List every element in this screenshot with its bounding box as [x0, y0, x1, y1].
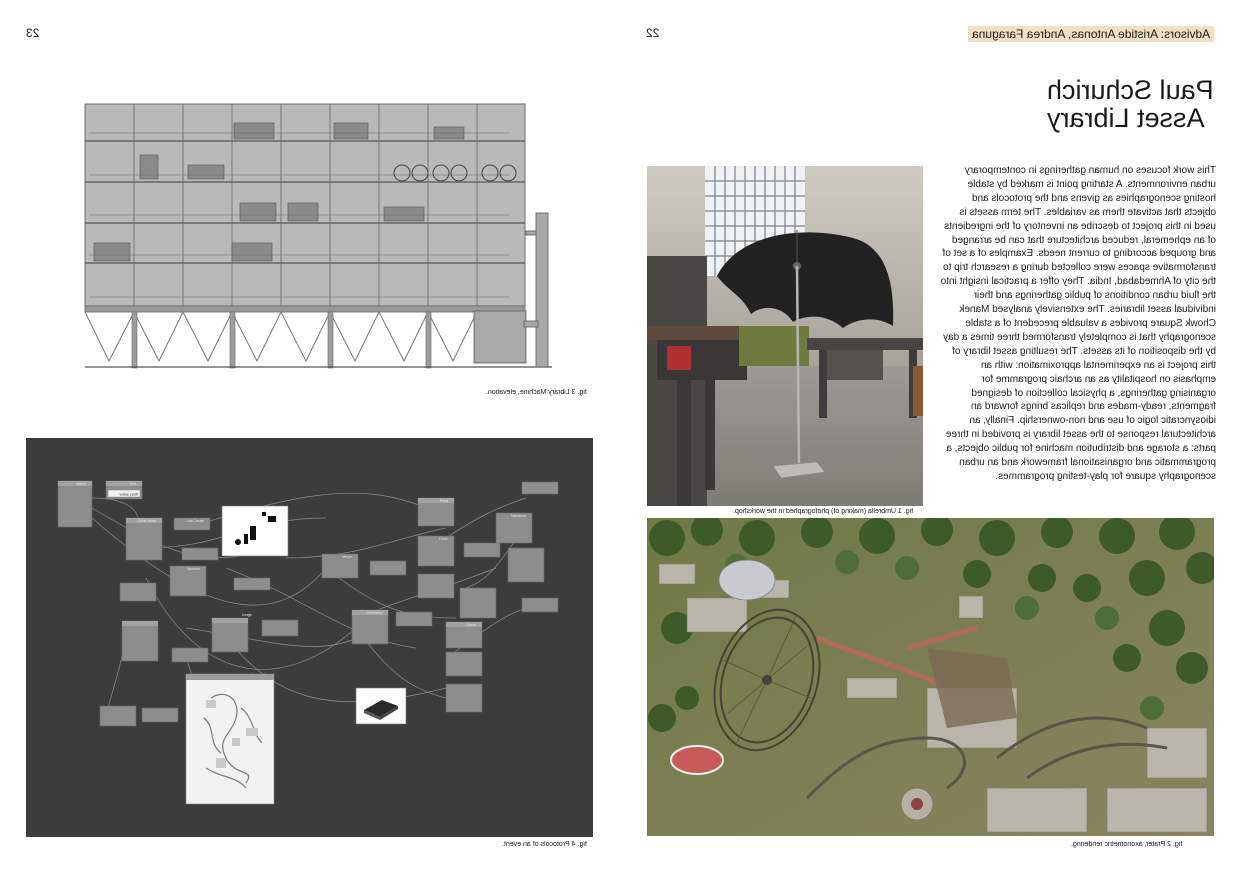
node-label-4: Image: [242, 613, 252, 617]
node-label-0: Watch: [76, 482, 86, 486]
project-title: [1047, 76, 1214, 132]
node-graph: [26, 438, 593, 837]
prater-illustration: [647, 518, 1214, 836]
node-label-2: Code Block: [138, 519, 156, 523]
title-line-author: Paul Schurich: [1047, 75, 1214, 106]
node-label-5: Number: [187, 567, 200, 571]
fig3-caption: fig. 3 Library Machine, elevation.: [486, 389, 587, 396]
node-editor-figure: [26, 438, 593, 837]
node-label-11: Curve: [466, 623, 476, 627]
node-label-9: Transform: [510, 514, 526, 518]
library-machine-elevation: [84, 103, 556, 369]
project-description: This work focuses on human gatherings in contemporary urban environments. A starting point is marked by stable hosting scenographies as givens and the protocols and objects that activate them as variables. The term assets is used in this project to describe an inventory of the ingredients of an ephemeral, reduced architecture that can be arranged and grouped according to current needs. Examples of a set of transformative spaces were collected during a research trip to the city of Ahmedabad, India. They offer a practical insight into the fluid urban conditions of public gatherings and their individual asset libraries. The extensively analysed Manek Chowk Square provides a valuable precedent of a stable scenography that is completely transformed three times a day by the disposition of its assets. The resulting asset library of this project is an experimental approximation: with an emphasis on hospitality as an archaic programme for organising gatherings, a physical collection of designed fragments, ready-mades and replicas brings forward an idiosyncratic logic of use and non-ownership. Finally, an architectural response to the asset library is provided in three parts: a storage and distribution machine for public objects, a programmatic and organisational framework and an urban scenography square for play-testing programmes.: [940, 165, 1216, 482]
advisors-label: Advisors: Aristide Antonas, Andrea Faraguna: [968, 26, 1214, 42]
page-number-left: 23: [26, 26, 40, 40]
node-label-7: Point: [440, 499, 448, 503]
node-label-10: Geometry: [366, 611, 382, 615]
fig2-caption: fig. 2 Prater, axonometric rendering.: [1071, 841, 1183, 848]
prater-rendering: [647, 518, 1214, 836]
node-text-field: value path: [119, 491, 138, 497]
node-label-3: List.Create: [187, 519, 204, 523]
title-line-project: Asset Library: [1047, 103, 1205, 134]
page-number-right: 22: [646, 26, 660, 40]
umbrella-workshop-photo: [647, 166, 923, 506]
right-page: [620, 0, 1240, 877]
umbrella-photo-illustration: [647, 166, 923, 506]
fig4-caption: fig. 4 Protocols of an event.: [502, 841, 587, 848]
node-label-8: Circle: [439, 537, 448, 541]
node-label-6: Vector: [342, 555, 352, 559]
elevation-drawing: [84, 103, 556, 369]
fig1-caption: fig. 1 Umbrella (making of) photographed in the workshop.: [733, 508, 914, 515]
node-label-1: Text: [129, 482, 136, 486]
